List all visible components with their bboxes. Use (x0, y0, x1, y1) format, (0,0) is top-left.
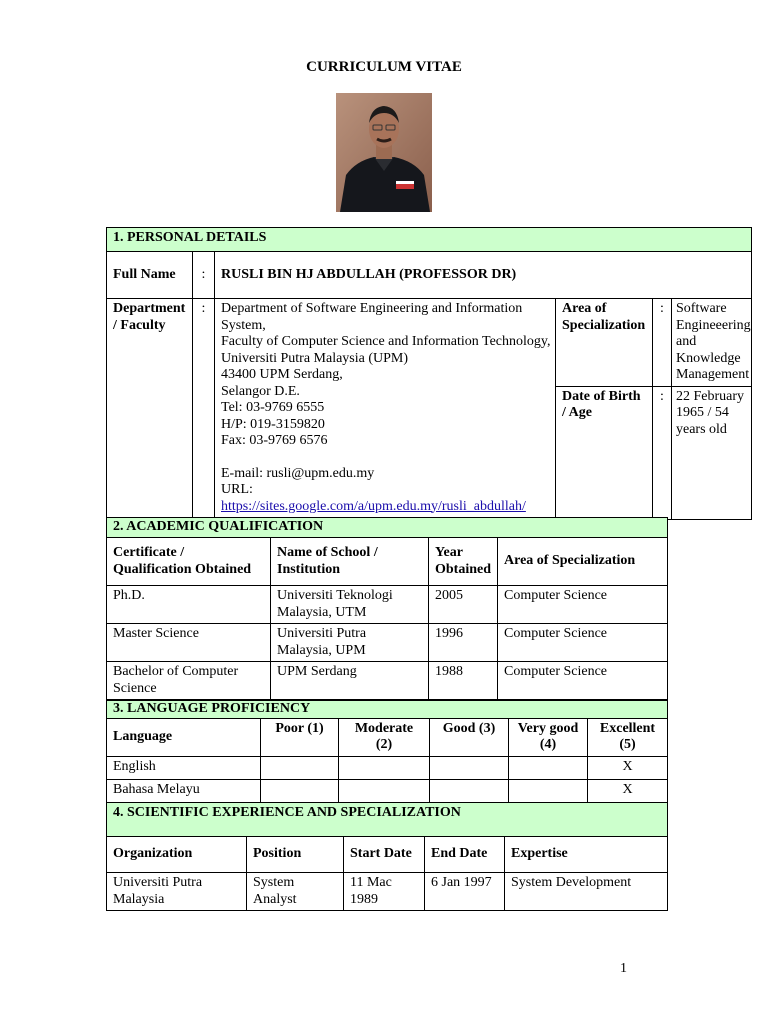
column-header: Organization (107, 837, 247, 873)
table-cell: English (107, 756, 261, 779)
table-cell (261, 756, 339, 779)
table-cell (339, 779, 430, 802)
table-cell: System Development (505, 873, 668, 911)
table-row (107, 756, 668, 779)
column-header: Language (107, 718, 261, 756)
table-row (107, 662, 668, 700)
language-proficiency-heading: 3. LANGUAGE PROFICIENCY (107, 701, 668, 719)
table-cell: Universiti Teknologi Malaysia, UTM (271, 586, 429, 624)
table-cell: UPM Serdang (271, 662, 429, 700)
table-cell: Ph.D. (107, 586, 271, 624)
academic-qualification-table (106, 517, 668, 700)
column-header: Good (3) (430, 718, 509, 756)
address-line: Universiti Putra Malaysia (UPM) (221, 350, 409, 366)
table-cell: X (588, 779, 668, 802)
area-of-specialization-value: Software Engineeering and Knowledge Management (672, 299, 752, 387)
telephone: Tel: 03-9769 6555 (221, 400, 325, 415)
table-cell: Computer Science (498, 624, 668, 662)
column-header: Name of School / Institution (271, 538, 429, 586)
full-name-value: RUSLI BIN HJ ABDULLAH (PROFESSOR DR) (215, 252, 752, 299)
full-name-label: Full Name (107, 252, 193, 299)
column-header: Area of Specialization (498, 538, 668, 586)
table-cell (430, 779, 509, 802)
page-number: 1 (620, 961, 627, 976)
table-row (107, 586, 668, 624)
table-cell: 11 Mac 1989 (344, 873, 425, 911)
table-cell: Universiti Putra Malaysia (107, 873, 247, 911)
colon: : (653, 299, 672, 387)
column-header: Start Date (344, 837, 425, 873)
department-address (215, 299, 556, 520)
table-row (107, 624, 668, 662)
table-row (107, 873, 668, 911)
area-of-specialization-label: Area of Specialization (556, 299, 653, 387)
colon: : (653, 386, 672, 519)
column-header: Expertise (505, 837, 668, 873)
document-title: CURRICULUM VITAE (306, 59, 462, 75)
table-cell: Universiti Putra Malaysia, UPM (271, 624, 429, 662)
column-header: Position (247, 837, 344, 873)
table-cell: Computer Science (498, 586, 668, 624)
column-header: Excellent (5) (588, 718, 668, 756)
profile-photo (336, 93, 432, 212)
column-header: Certificate / Qualification Obtained (107, 538, 271, 586)
table-cell (509, 779, 588, 802)
colon: : (193, 252, 215, 299)
table-cell: 6 Jan 1997 (425, 873, 505, 911)
table-cell: Master Science (107, 624, 271, 662)
homepage-link[interactable]: https://sites.google.com/a/upm.edu.my/rusli_abdullah/ (221, 498, 526, 514)
column-header: Very good (4) (509, 718, 588, 756)
table-cell (509, 756, 588, 779)
colon: : (193, 299, 215, 520)
date-of-birth-label: Date of Birth / Age (556, 386, 653, 519)
date-of-birth-value: 22 February 1965 / 54 years old (672, 386, 752, 519)
personal-details-heading: 1. PERSONAL DETAILS (107, 228, 752, 252)
address-line: 43400 UPM Serdang, (221, 367, 343, 382)
table-cell: X (588, 756, 668, 779)
academic-qualification-heading: 2. ACADEMIC QUALIFICATION (107, 518, 668, 538)
table-cell: 2005 (429, 586, 498, 624)
scientific-experience-heading: 4. SCIENTIFIC EXPERIENCE AND SPECIALIZATION (107, 803, 668, 837)
table-row (107, 779, 668, 802)
address-line: System, (221, 317, 266, 333)
fax: Fax: 03-9769 6576 (221, 433, 328, 448)
table-cell (430, 756, 509, 779)
table-cell: Bahasa Melayu (107, 779, 261, 802)
personal-details-table (106, 227, 752, 520)
column-header: Moderate (2) (339, 718, 430, 756)
table-cell: System Analyst (247, 873, 344, 911)
url-label: URL: (221, 482, 253, 497)
language-proficiency-table (106, 700, 668, 803)
department-label: Department / Faculty (107, 299, 193, 520)
column-header: Poor (1) (261, 718, 339, 756)
scientific-experience-table (106, 802, 668, 911)
address-line: Department of Software Engineering and Information (221, 301, 523, 316)
table-cell: 1988 (429, 662, 498, 700)
handphone: H/P: 019-3159820 (221, 416, 325, 432)
address-line: Selangor D.E. (221, 383, 300, 399)
column-header: Year Obtained (429, 538, 498, 586)
table-cell: 1996 (429, 624, 498, 662)
table-cell: Bachelor of Computer Science (107, 662, 271, 700)
column-header: End Date (425, 837, 505, 873)
table-cell: Computer Science (498, 662, 668, 700)
email: E-mail: rusli@upm.edu.my (221, 465, 375, 481)
table-cell (339, 756, 430, 779)
address-line: Faculty of Computer Science and Information Technology, (221, 334, 551, 349)
table-cell (261, 779, 339, 802)
